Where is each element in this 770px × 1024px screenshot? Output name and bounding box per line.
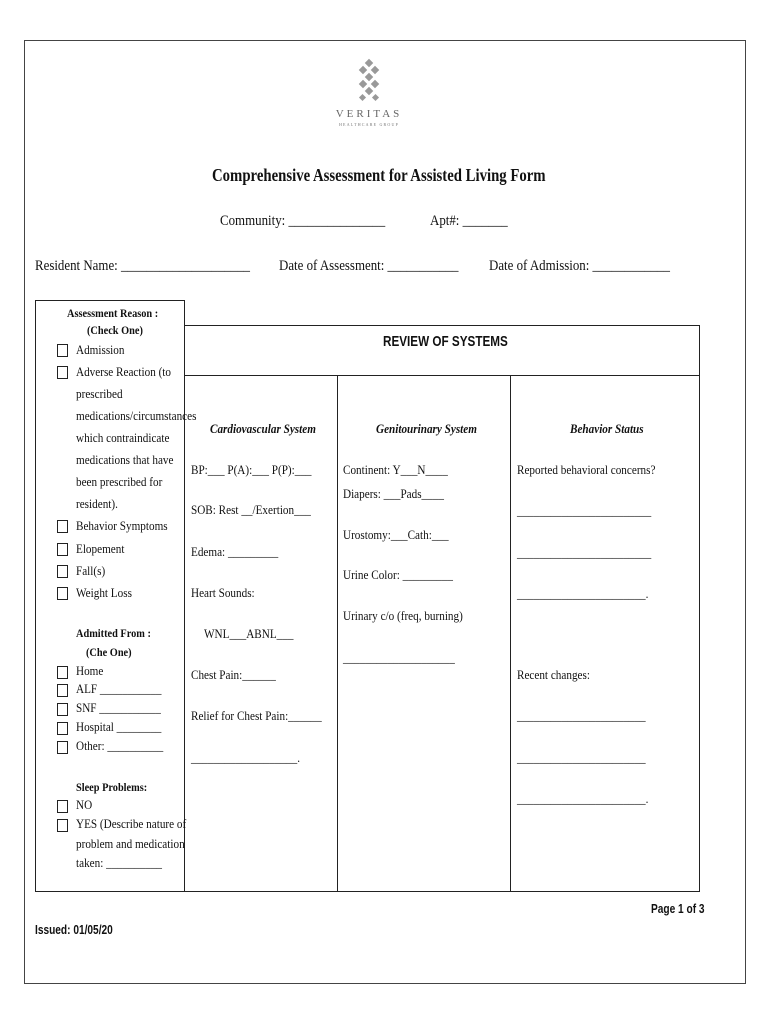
- urostomy-field: Urostomy:___Cath:___: [343, 527, 449, 542]
- sleep-label: taken: __________: [76, 855, 163, 870]
- sleep-no-checkbox[interactable]: [57, 800, 68, 813]
- sob-field: SOB: Rest __/Exertion___: [191, 502, 311, 517]
- admission-checkbox[interactable]: [57, 344, 68, 357]
- reason-label: which contraindicate: [76, 430, 170, 445]
- recent-changes-label: Recent changes:: [517, 667, 590, 682]
- behavior-line: ________________________: [517, 545, 652, 560]
- continent-field: Continent: Y___N____: [343, 462, 448, 477]
- behavior-line: ________________________: [517, 503, 652, 518]
- edema-field: Edema: _________: [191, 544, 279, 559]
- admitted-label: Home: [76, 663, 104, 678]
- urinary-complaints-field: Urinary c/o (freq, burning): [343, 608, 463, 623]
- behavior-line: _______________________: [517, 708, 646, 723]
- page-number: Page 1 of 3: [651, 901, 705, 916]
- left-column-top-border: [35, 300, 185, 301]
- relief-chest-pain-field: Relief for Chest Pain:______: [191, 708, 322, 723]
- reason-label: medications that have: [76, 452, 174, 467]
- resident-name-field: Resident Name: ____________________: [35, 258, 250, 274]
- snf-checkbox[interactable]: [57, 703, 68, 716]
- reason-label: resident).: [76, 496, 118, 511]
- other-checkbox[interactable]: [57, 741, 68, 754]
- behavior-status-heading: Behavior Status: [570, 421, 644, 436]
- table-bottom-border: [35, 891, 700, 892]
- behavioral-concerns-label: Reported behavioral concerns?: [517, 462, 656, 477]
- form-title: Comprehensive Assessment for Assisted Living Form: [212, 165, 546, 185]
- cardio-notes-line: ___________________.: [191, 750, 301, 765]
- falls-checkbox[interactable]: [57, 565, 68, 578]
- column-divider-2: [510, 375, 511, 892]
- admitted-label: Hospital ________: [76, 719, 162, 734]
- left-column-right-border: [184, 300, 185, 892]
- behavior-line: _______________________: [517, 750, 646, 765]
- review-top-border: [184, 325, 700, 326]
- assessment-reason-heading: Assessment Reason :: [67, 306, 159, 320]
- urine-color-field: Urine Color: _________: [343, 567, 453, 582]
- reason-label: Fall(s): [76, 563, 106, 578]
- elopement-checkbox[interactable]: [57, 543, 68, 556]
- chest-pain-field: Chest Pain:______: [191, 667, 276, 682]
- date-of-assessment-field: Date of Assessment: ___________: [279, 258, 459, 274]
- behavior-symptoms-checkbox[interactable]: [57, 520, 68, 533]
- diapers-field: Diapers: ___Pads____: [343, 486, 444, 501]
- genito-notes-line: ____________________: [343, 650, 455, 665]
- admitted-label: ALF ___________: [76, 681, 162, 696]
- admitted-from-heading: Admitted From :: [76, 626, 151, 640]
- bp-field: BP:___ P(A):___ P(P):___: [191, 462, 312, 477]
- sleep-label: YES (Describe nature of: [76, 816, 187, 831]
- sleep-label: NO: [76, 797, 93, 812]
- admitted-from-subheading: (Che One): [86, 645, 132, 659]
- reason-label: medications/circumstances: [76, 408, 197, 423]
- wnl-abnl-field: WNL___ABNL___: [204, 626, 294, 641]
- cardiovascular-heading: Cardiovascular System: [210, 421, 316, 436]
- sleep-yes-checkbox[interactable]: [57, 819, 68, 832]
- veritas-emblem-icon: [356, 58, 382, 106]
- reason-label: Admission: [76, 342, 125, 357]
- genitourinary-heading: Genitourinary System: [376, 421, 477, 436]
- weight-loss-checkbox[interactable]: [57, 587, 68, 600]
- issued-date: Issued: 01/05/20: [35, 922, 113, 937]
- veritas-logo: [334, 58, 404, 127]
- hospital-checkbox[interactable]: [57, 722, 68, 735]
- assessment-reason-subheading: (Check One): [87, 323, 143, 337]
- reason-label: Behavior Symptoms: [76, 518, 168, 533]
- reason-label: Weight Loss: [76, 585, 132, 600]
- home-checkbox[interactable]: [57, 666, 68, 679]
- heart-sounds-label: Heart Sounds:: [191, 585, 255, 600]
- alf-checkbox[interactable]: [57, 684, 68, 697]
- apt-field: Apt#: _______: [430, 213, 508, 229]
- community-field: Community: _______________: [220, 213, 386, 229]
- reason-label: prescribed: [76, 386, 123, 401]
- logo-subtitle: HEALTHCARE GROUP: [338, 122, 400, 127]
- left-column-left-border: [35, 300, 36, 892]
- reason-label: Adverse Reaction (to: [76, 364, 172, 379]
- review-of-systems-title: REVIEW OF SYSTEMS: [383, 333, 508, 350]
- sleep-label: problem and medication: [76, 836, 185, 851]
- admitted-label: SNF ___________: [76, 700, 161, 715]
- column-divider-1: [337, 375, 338, 892]
- behavior-line: _______________________.: [517, 791, 649, 806]
- date-of-admission-field: Date of Admission: ____________: [489, 258, 670, 274]
- sleep-problems-heading: Sleep Problems:: [76, 780, 148, 794]
- behavior-line: _______________________.: [517, 586, 649, 601]
- adverse-reaction-checkbox[interactable]: [57, 366, 68, 379]
- review-header-divider: [184, 375, 700, 376]
- logo-name: VERITAS: [335, 108, 403, 120]
- admitted-label: Other: __________: [76, 738, 164, 753]
- reason-label: been prescribed for: [76, 474, 163, 489]
- reason-label: Elopement: [76, 541, 125, 556]
- review-right-border: [699, 325, 700, 892]
